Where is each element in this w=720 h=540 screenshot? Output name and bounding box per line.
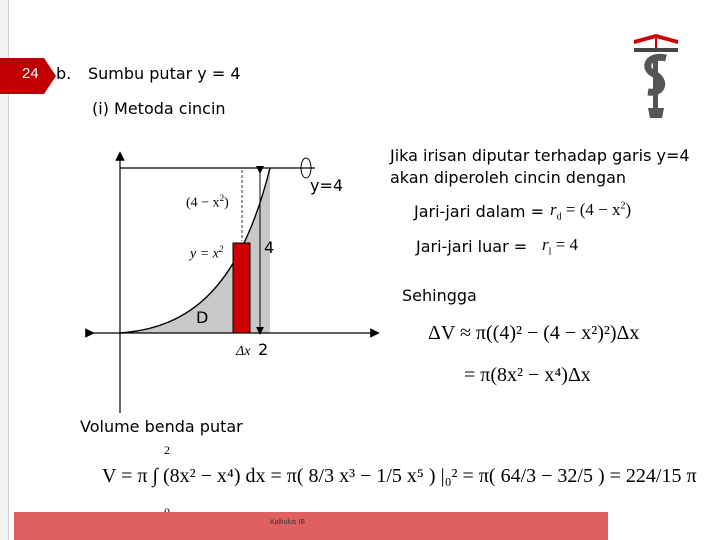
inner-radius-formula: $r_d = (4 - x^2)$ [550, 200, 632, 223]
footer-bar [14, 512, 608, 540]
label-D: D [196, 308, 209, 327]
footer-text: Kalkulus IB [270, 519, 306, 526]
section-letter: b. [56, 64, 72, 83]
slide-number: 24 [22, 65, 39, 82]
label-curve: $y = x^2$ [190, 244, 224, 262]
equation-delta-v: ΔV ≈ π((4)² − (4 − x²)²)Δx [428, 322, 640, 344]
label-y4: y=4 [310, 176, 344, 195]
volume-integral-equation: V = π ∫ (8x² − x⁴) dx = π( 8/3 x³ − 1/5 x⁵ ) |₀² = π( 64/3 − 32/5 ) = 224/15 π [102, 465, 697, 487]
outer-radius-formula: $r_l = 4$ [542, 235, 578, 258]
label-height: $(4 - x^2)$ [186, 193, 229, 211]
university-logo-icon [628, 28, 684, 124]
slide-subheading: (i) Metoda cincin [92, 99, 226, 118]
label-dx: Δx [236, 344, 251, 359]
label-4: 4 [264, 238, 275, 257]
sehingga-label: Sehingga [402, 286, 477, 305]
slice-rectangle [233, 243, 250, 333]
outer-radius-label: Jari-jari luar = [416, 237, 528, 256]
intro-line-2: akan diperoleh cincin dengan [390, 168, 627, 187]
equation-delta-v-simplified: = π(8x² − x⁴)Δx [464, 364, 591, 386]
intro-line-1: Jika irisan diputar terhadap garis y=4 [390, 146, 690, 165]
integral-upper-limit: 2 [164, 443, 170, 457]
inner-radius-label: Jari-jari dalam = [414, 202, 544, 221]
volume-label: Volume benda putar [80, 417, 243, 436]
slide-heading: Sumbu putar y = 4 [88, 64, 241, 83]
label-2: 2 [258, 340, 269, 359]
